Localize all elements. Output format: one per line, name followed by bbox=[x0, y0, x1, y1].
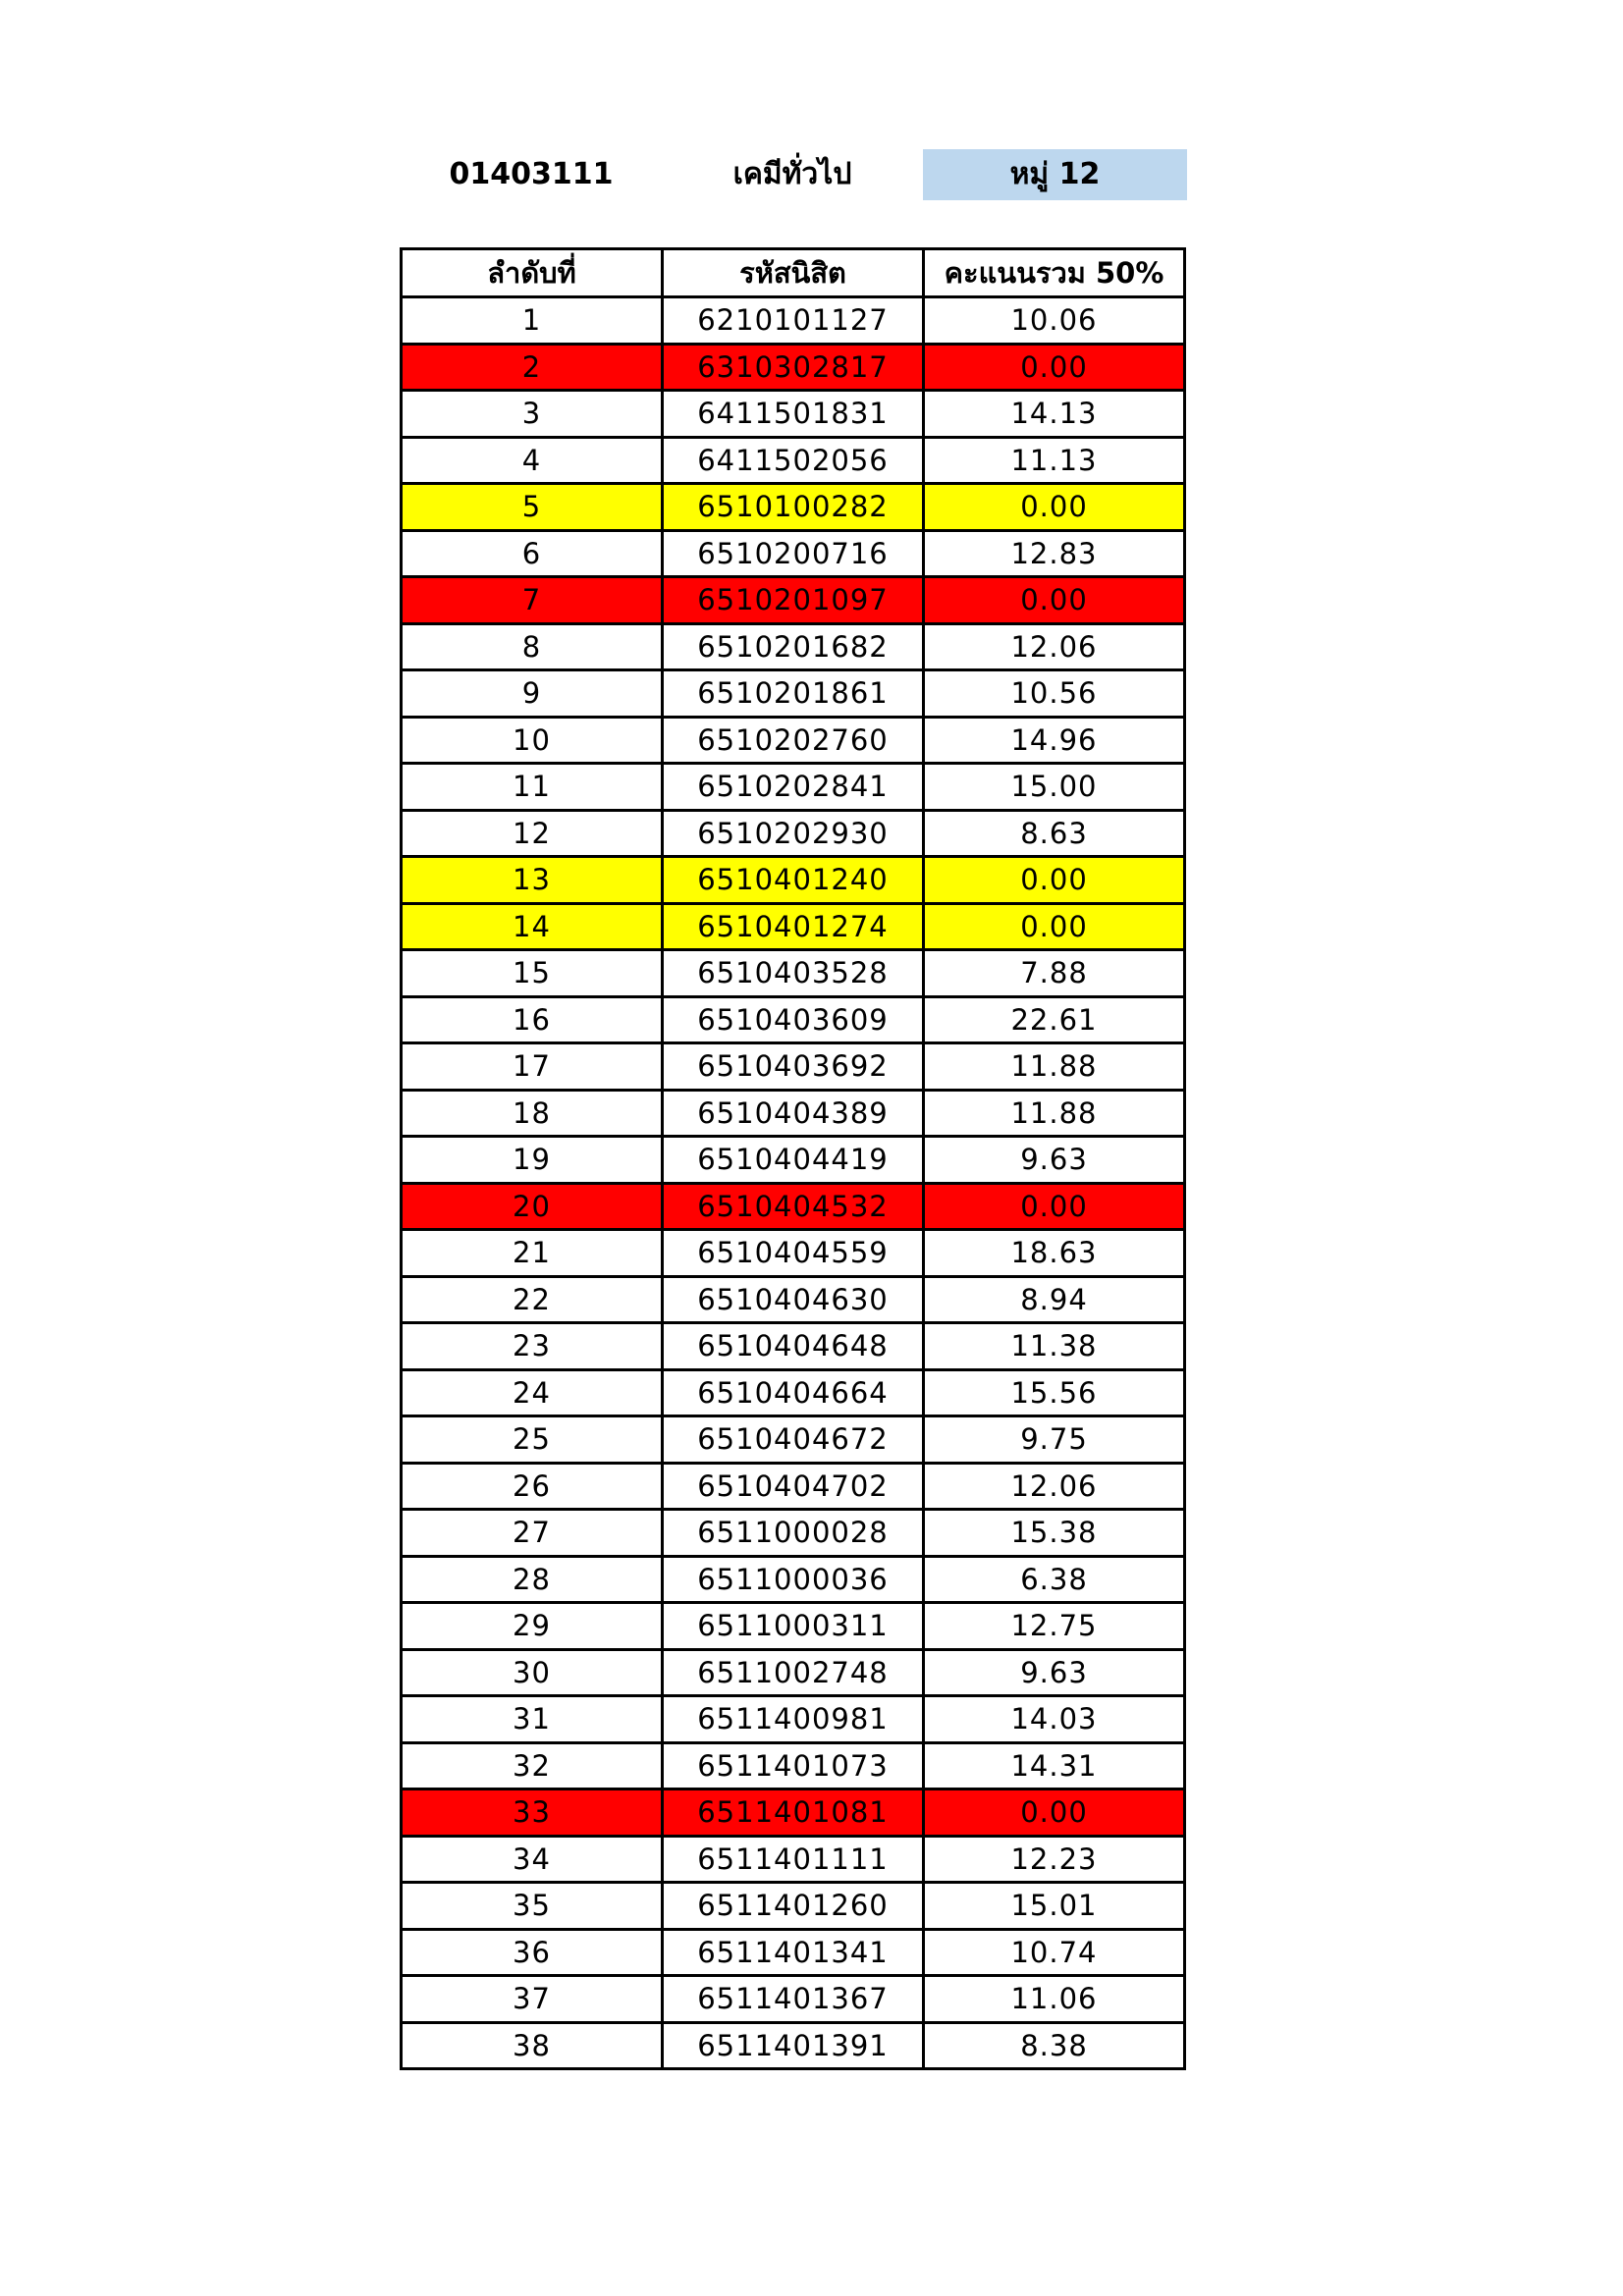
row-student-id-cell: 6510404672 bbox=[663, 1416, 924, 1464]
table-row bbox=[402, 1556, 1185, 1603]
table-body bbox=[402, 297, 1185, 2069]
row-score-cell: 11.06 bbox=[924, 1976, 1185, 2023]
row-order-cell: 24 bbox=[402, 1369, 663, 1416]
row-student-id-cell: 6510404389 bbox=[663, 1090, 924, 1137]
row-order-cell: 33 bbox=[402, 1789, 663, 1837]
row-order-cell: 4 bbox=[402, 437, 663, 484]
table-row bbox=[402, 1323, 1185, 1370]
table-row bbox=[402, 1883, 1185, 1930]
row-student-id-cell: 6511401111 bbox=[663, 1836, 924, 1883]
row-score-cell: 12.83 bbox=[924, 530, 1185, 577]
table-row bbox=[402, 996, 1185, 1043]
row-order-cell: 3 bbox=[402, 391, 663, 438]
row-score-cell: 14.31 bbox=[924, 1742, 1185, 1789]
row-student-id-cell: 6510200716 bbox=[663, 530, 924, 577]
row-student-id-cell: 6511401260 bbox=[663, 1883, 924, 1930]
row-order-cell: 5 bbox=[402, 484, 663, 531]
row-score-cell: 11.88 bbox=[924, 1043, 1185, 1091]
row-score-cell: 11.88 bbox=[924, 1090, 1185, 1137]
row-score-cell: 18.63 bbox=[924, 1230, 1185, 1277]
row-order-cell: 21 bbox=[402, 1230, 663, 1277]
row-score-cell: 10.56 bbox=[924, 670, 1185, 718]
row-student-id-cell: 6210101127 bbox=[663, 297, 924, 345]
table-row bbox=[402, 1230, 1185, 1277]
row-student-id-cell: 6510201682 bbox=[663, 623, 924, 670]
table-row bbox=[402, 1463, 1185, 1510]
table-row bbox=[402, 344, 1185, 391]
table-row bbox=[402, 903, 1185, 950]
row-order-cell: 34 bbox=[402, 1836, 663, 1883]
row-student-id-cell: 6510404532 bbox=[663, 1183, 924, 1230]
table-row bbox=[402, 1929, 1185, 1976]
row-score-cell: 0.00 bbox=[924, 577, 1185, 624]
row-order-cell: 23 bbox=[402, 1323, 663, 1370]
row-score-cell: 9.63 bbox=[924, 1137, 1185, 1184]
row-student-id-cell: 6510100282 bbox=[663, 484, 924, 531]
row-order-cell: 18 bbox=[402, 1090, 663, 1137]
row-score-cell: 12.06 bbox=[924, 1463, 1185, 1510]
row-student-id-cell: 6511400981 bbox=[663, 1696, 924, 1743]
row-score-cell: 8.94 bbox=[924, 1276, 1185, 1323]
table-header-row bbox=[402, 249, 1185, 297]
table-row bbox=[402, 623, 1185, 670]
row-score-cell: 14.96 bbox=[924, 717, 1185, 764]
row-order-cell: 12 bbox=[402, 810, 663, 857]
table-row bbox=[402, 1276, 1185, 1323]
row-student-id-cell: 6511000036 bbox=[663, 1556, 924, 1603]
row-student-id-cell: 6511401391 bbox=[663, 2022, 924, 2069]
row-order-cell: 36 bbox=[402, 1929, 663, 1976]
table-row bbox=[402, 484, 1185, 531]
row-student-id-cell: 6511401341 bbox=[663, 1929, 924, 1976]
row-student-id-cell: 6411501831 bbox=[663, 391, 924, 438]
row-order-cell: 22 bbox=[402, 1276, 663, 1323]
row-order-cell: 1 bbox=[402, 297, 663, 345]
table-row bbox=[402, 950, 1185, 997]
row-score-cell: 15.56 bbox=[924, 1369, 1185, 1416]
row-order-cell: 16 bbox=[402, 996, 663, 1043]
row-student-id-cell: 6510404702 bbox=[663, 1463, 924, 1510]
row-order-cell: 11 bbox=[402, 764, 663, 811]
table-row bbox=[402, 1603, 1185, 1650]
row-score-cell: 8.38 bbox=[924, 2022, 1185, 2069]
row-student-id-cell: 6511401367 bbox=[663, 1976, 924, 2023]
table-row bbox=[402, 764, 1185, 811]
row-order-cell: 19 bbox=[402, 1137, 663, 1184]
row-student-id-cell: 6511000311 bbox=[663, 1603, 924, 1650]
row-student-id-cell: 6510401274 bbox=[663, 903, 924, 950]
row-score-cell: 10.74 bbox=[924, 1929, 1185, 1976]
row-student-id-cell: 6510201097 bbox=[663, 577, 924, 624]
row-score-cell: 7.88 bbox=[924, 950, 1185, 997]
row-order-cell: 17 bbox=[402, 1043, 663, 1091]
row-student-id-cell: 6510404419 bbox=[663, 1137, 924, 1184]
row-student-id-cell: 6510201861 bbox=[663, 670, 924, 718]
table-row bbox=[402, 1836, 1185, 1883]
row-student-id-cell: 6510202841 bbox=[663, 764, 924, 811]
row-student-id-cell: 6510404664 bbox=[663, 1369, 924, 1416]
row-order-cell: 2 bbox=[402, 344, 663, 391]
row-order-cell: 25 bbox=[402, 1416, 663, 1464]
row-score-cell: 10.06 bbox=[924, 297, 1185, 345]
row-order-cell: 28 bbox=[402, 1556, 663, 1603]
table-row bbox=[402, 670, 1185, 718]
row-student-id-cell: 6510404559 bbox=[663, 1230, 924, 1277]
row-student-id-cell: 6510403609 bbox=[663, 996, 924, 1043]
table-row bbox=[402, 1789, 1185, 1837]
row-order-cell: 20 bbox=[402, 1183, 663, 1230]
table-row bbox=[402, 297, 1185, 345]
row-order-cell: 27 bbox=[402, 1510, 663, 1557]
table-row bbox=[402, 1090, 1185, 1137]
course-name: เคมีทั่วไป bbox=[732, 157, 852, 191]
row-student-id-cell: 6510202760 bbox=[663, 717, 924, 764]
row-score-cell: 9.75 bbox=[924, 1416, 1185, 1464]
row-order-cell: 29 bbox=[402, 1603, 663, 1650]
row-score-cell: 0.00 bbox=[924, 1789, 1185, 1837]
table-row bbox=[402, 1742, 1185, 1789]
row-order-cell: 9 bbox=[402, 670, 663, 718]
row-order-cell: 37 bbox=[402, 1976, 663, 2023]
row-score-cell: 15.01 bbox=[924, 1883, 1185, 1930]
row-student-id-cell: 6511000028 bbox=[663, 1510, 924, 1557]
row-score-cell: 14.03 bbox=[924, 1696, 1185, 1743]
row-order-cell: 14 bbox=[402, 903, 663, 950]
row-student-id-cell: 6510403692 bbox=[663, 1043, 924, 1091]
row-score-cell: 11.13 bbox=[924, 437, 1185, 484]
row-order-cell: 8 bbox=[402, 623, 663, 670]
row-score-cell: 8.63 bbox=[924, 810, 1185, 857]
row-order-cell: 31 bbox=[402, 1696, 663, 1743]
table-row bbox=[402, 1183, 1185, 1230]
row-student-id-cell: 6510403528 bbox=[663, 950, 924, 997]
row-score-cell: 12.23 bbox=[924, 1836, 1185, 1883]
row-score-cell: 11.38 bbox=[924, 1323, 1185, 1370]
row-student-id-cell: 6511401073 bbox=[663, 1742, 924, 1789]
table-row bbox=[402, 1976, 1185, 2023]
table-row bbox=[402, 1137, 1185, 1184]
row-score-cell: 0.00 bbox=[924, 857, 1185, 904]
table-row bbox=[402, 1510, 1185, 1557]
column-header-total-score: คะแนนรวม 50% bbox=[924, 249, 1185, 297]
table-row bbox=[402, 1696, 1185, 1743]
table-row bbox=[402, 437, 1185, 484]
row-student-id-cell: 6510404630 bbox=[663, 1276, 924, 1323]
row-order-cell: 10 bbox=[402, 717, 663, 764]
row-score-cell: 15.38 bbox=[924, 1510, 1185, 1557]
score-table bbox=[400, 247, 1186, 2070]
row-score-cell: 0.00 bbox=[924, 1183, 1185, 1230]
row-order-cell: 26 bbox=[402, 1463, 663, 1510]
table-row bbox=[402, 391, 1185, 438]
row-order-cell: 7 bbox=[402, 577, 663, 624]
row-student-id-cell: 6510404648 bbox=[663, 1323, 924, 1370]
row-score-cell: 9.63 bbox=[924, 1649, 1185, 1696]
row-student-id-cell: 6511002748 bbox=[663, 1649, 924, 1696]
table-row bbox=[402, 1416, 1185, 1464]
row-student-id-cell: 6310302817 bbox=[663, 344, 924, 391]
row-order-cell: 35 bbox=[402, 1883, 663, 1930]
row-order-cell: 15 bbox=[402, 950, 663, 997]
table-row bbox=[402, 857, 1185, 904]
row-score-cell: 12.06 bbox=[924, 623, 1185, 670]
row-order-cell: 30 bbox=[402, 1649, 663, 1696]
table-row bbox=[402, 810, 1185, 857]
table-row bbox=[402, 2022, 1185, 2069]
row-student-id-cell: 6510202930 bbox=[663, 810, 924, 857]
row-student-id-cell: 6511401081 bbox=[663, 1789, 924, 1837]
section-label: หมู่ 12 bbox=[923, 149, 1187, 200]
row-score-cell: 15.00 bbox=[924, 764, 1185, 811]
row-score-cell: 22.61 bbox=[924, 996, 1185, 1043]
column-header-order: ลำดับที่ bbox=[402, 249, 663, 297]
row-order-cell: 6 bbox=[402, 530, 663, 577]
row-student-id-cell: 6510401240 bbox=[663, 857, 924, 904]
row-order-cell: 32 bbox=[402, 1742, 663, 1789]
row-score-cell: 0.00 bbox=[924, 344, 1185, 391]
table-row bbox=[402, 1043, 1185, 1091]
row-score-cell: 0.00 bbox=[924, 903, 1185, 950]
row-score-cell: 12.75 bbox=[924, 1603, 1185, 1650]
table-row bbox=[402, 1649, 1185, 1696]
row-score-cell: 6.38 bbox=[924, 1556, 1185, 1603]
table-row bbox=[402, 530, 1185, 577]
column-header-student-id: รหัสนิสิต bbox=[663, 249, 924, 297]
course-code: 01403111 bbox=[449, 157, 614, 191]
row-order-cell: 13 bbox=[402, 857, 663, 904]
row-score-cell: 14.13 bbox=[924, 391, 1185, 438]
row-order-cell: 38 bbox=[402, 2022, 663, 2069]
row-student-id-cell: 6411502056 bbox=[663, 437, 924, 484]
table-row bbox=[402, 577, 1185, 624]
table-row bbox=[402, 717, 1185, 764]
row-score-cell: 0.00 bbox=[924, 484, 1185, 531]
document-header bbox=[0, 149, 1623, 200]
table-row bbox=[402, 1369, 1185, 1416]
